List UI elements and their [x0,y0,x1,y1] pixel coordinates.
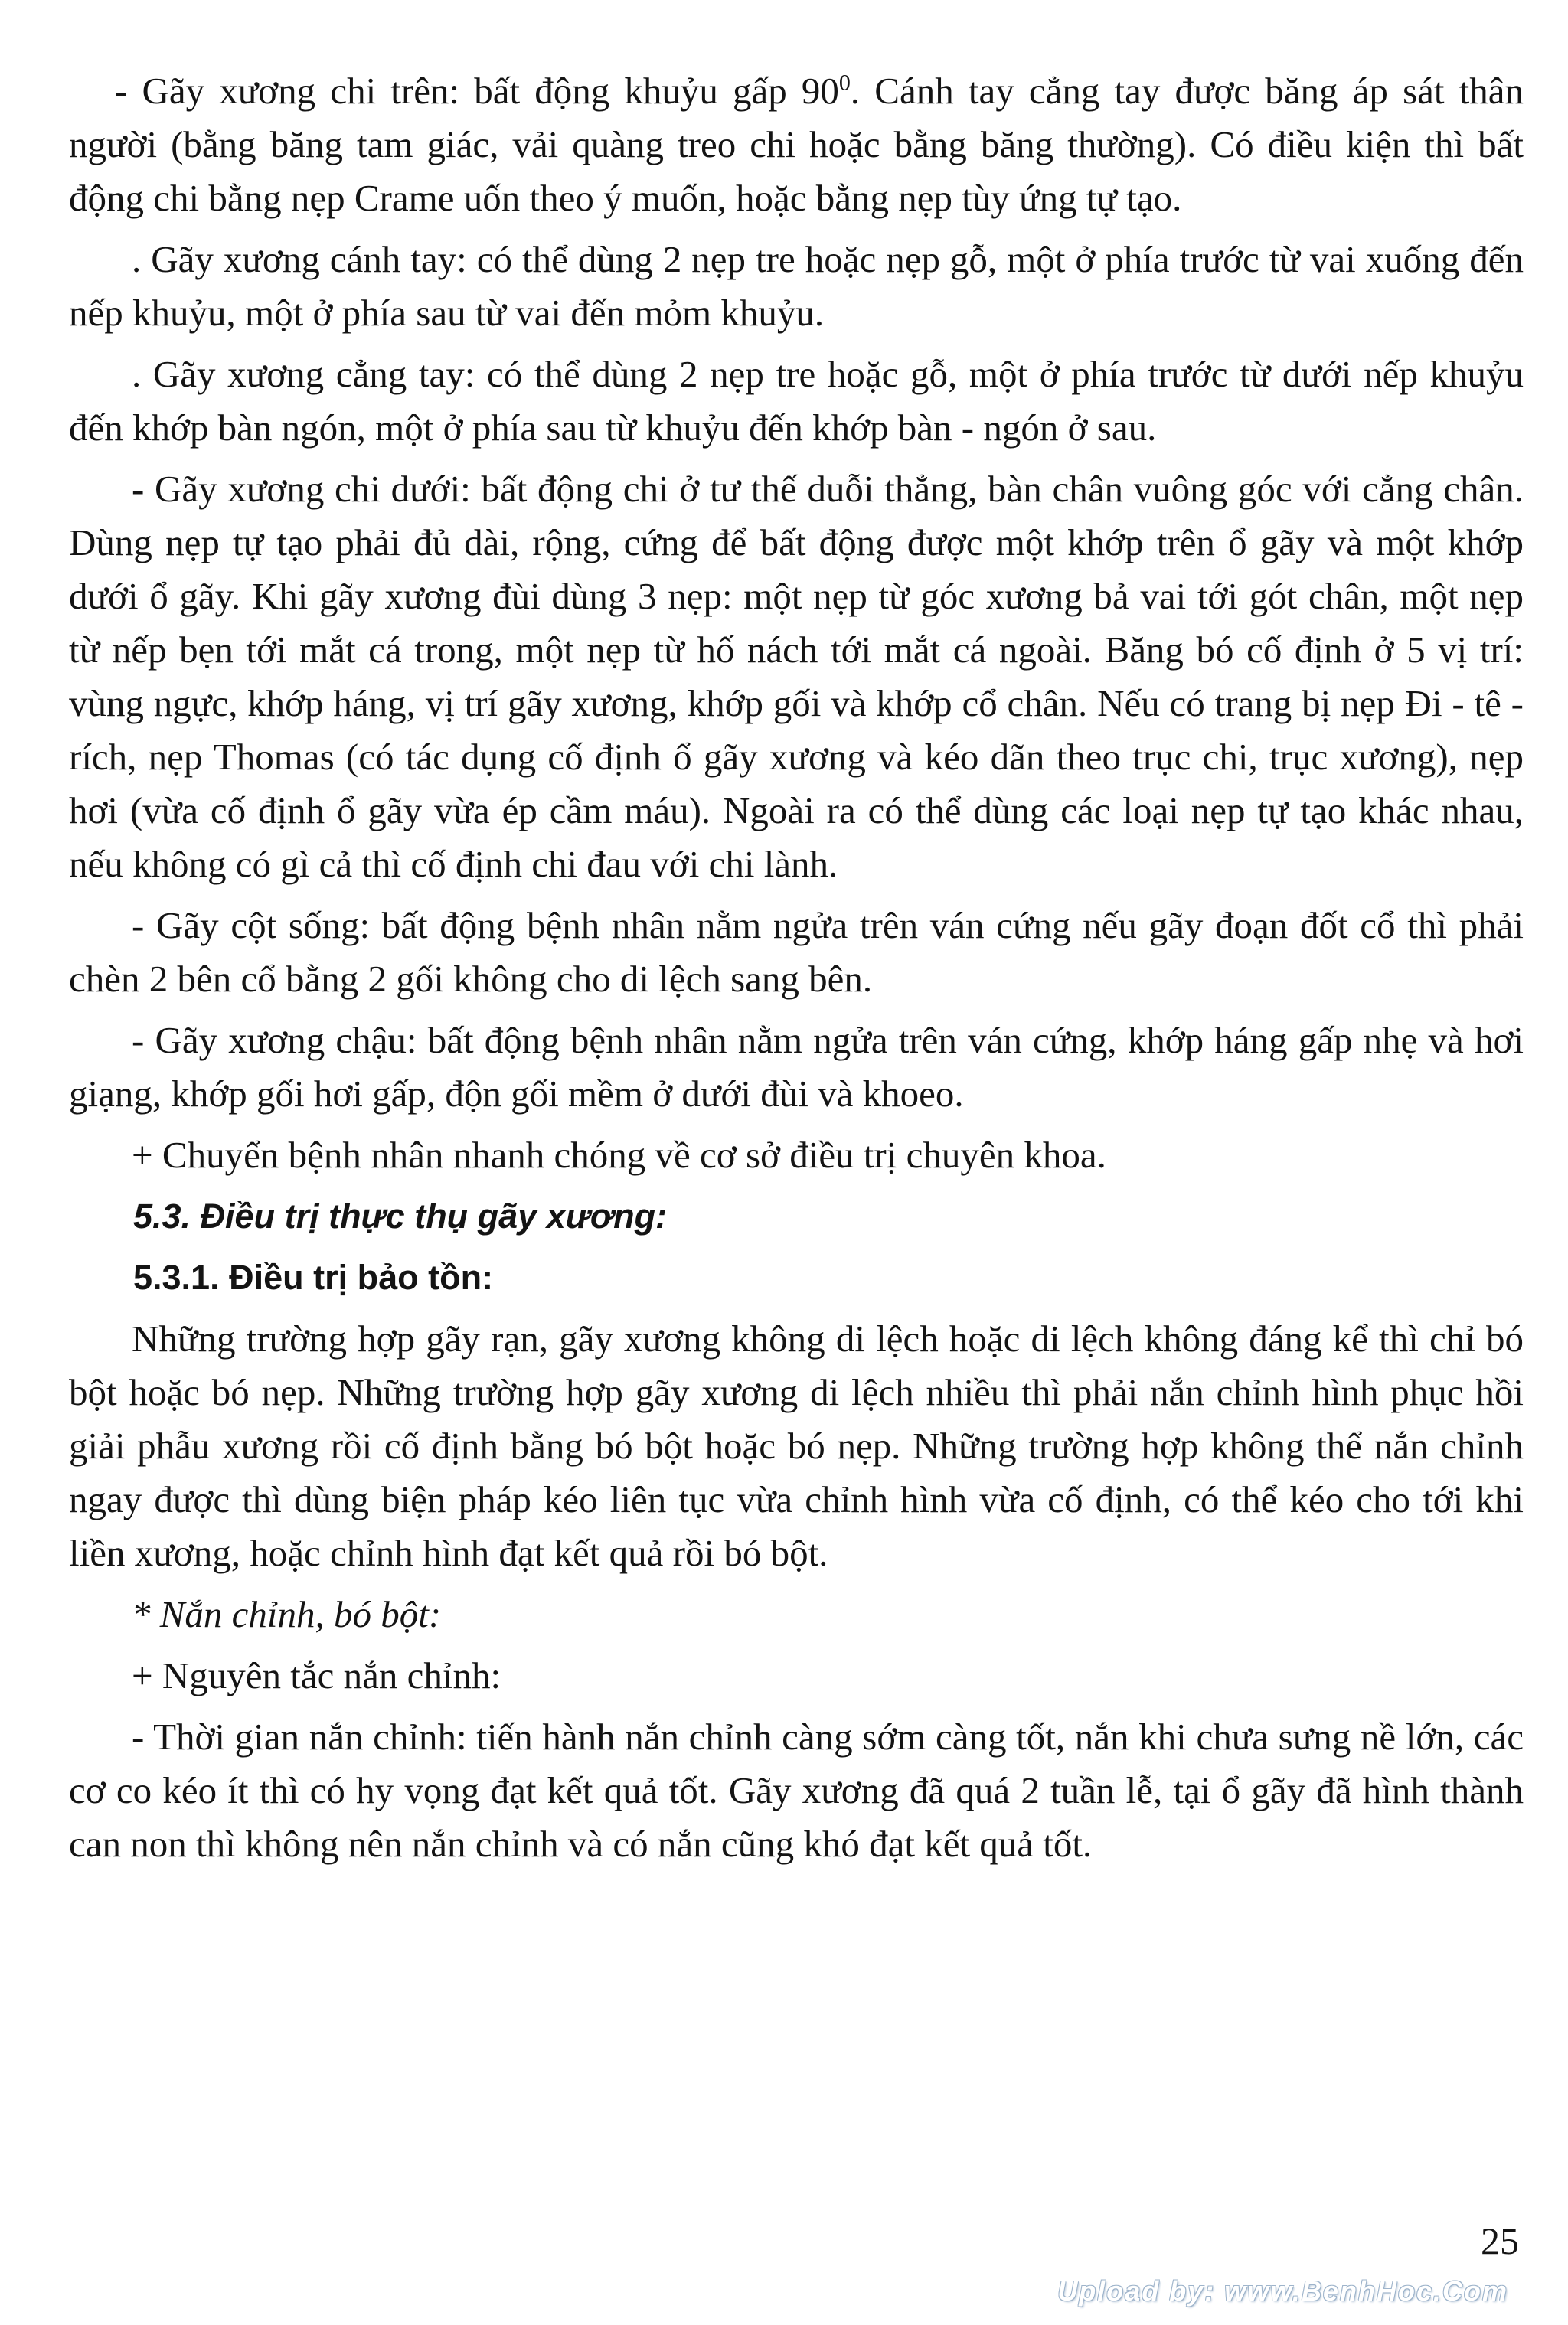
paragraph-reduction-timing: - Thời gian nắn chỉnh: tiến hành nắn chỉnh càng sớm càng tốt, nắn khi chưa sưng nề lớn, các cơ co kéo ít thì có hy vọng đạt kết quả tốt. Gãy xương đã quá 2 tuần lễ, tại ổ gãy đã hình thành can non thì không nên nắn chỉnh và có nắn cũng khó đạt kết quả tốt. [69,1716,1524,1865]
degree-superscript: 0 [838,70,851,96]
section-heading-5-3-1: 5.3.1. Điều trị bảo tồn: [133,1258,494,1297]
paragraph-lower-limb-fracture: - Gãy xương chi dưới: bất động chi ở tư thế duỗi thẳng, bàn chân vuông góc với cẳng chân. Dùng nẹp tự tạo phải đủ dài, rộng, cứng để bất động được một khớp trên ổ gãy và một khớp dưới ổ gãy. Khi gãy xương đùi dùng 3 nẹp: một nẹp từ góc xương bả vai tới gót chân, một nẹp từ nếp bẹn tới mắt cá trong, một nẹp từ hố nách tới mắt cá ngoài. Băng bó cố định ở 5 vị trí: vùng ngực, khớp háng, vị trí gãy xương, khớp gối và khớp cổ chân. Nếu có trang bị nẹp Đi - tê - rích, nẹp Thomas (có tác dụng cố định ổ gãy xương và kéo dãn theo trục chi, trục xương), nẹp hơi (vừa cố định ổ gãy vừa ép cầm máu). Ngoài ra có thể dùng các loại nẹp tự tạo khác nhau, nếu không có gì cả thì cố định chi đau với chi lành. [69,468,1524,885]
paragraph-upper-arm-fracture: . Gãy xương cánh tay: có thể dùng 2 nẹp tre hoặc nẹp gỗ, một ở phía trước từ vai xuống đến nếp khuỷu, một ở phía sau từ vai đến mỏm khuỷu. [69,238,1524,334]
paragraph-pelvis-fracture: - Gãy xương chậu: bất động bệnh nhân nằm ngửa trên ván cứng, khớp háng gấp nhẹ và hơi giạng, khớp gối hơi gấp, độn gối mềm ở dưới đùi và khoeo. [69,1019,1524,1115]
page-body [69,64,1524,1879]
paragraph-upper-limb-fracture [69,64,1524,225]
page-number: 25 [1481,2219,1519,2262]
paragraph-conservative-treatment: Những trường hợp gãy rạn, gãy xương không di lệch hoặc di lệch không đáng kể thì chỉ bó bột hoặc bó nẹp. Những trường hợp gãy xương di lệch nhiều thì phải nắn chỉnh hình phục hồi giải phẫu xương rồi cố định bằng bó bột hoặc bó nẹp. Những trường hợp không thể nắn chỉnh ngay được thì dùng biện pháp kéo liên tục vừa chỉnh hình vừa cố định, có thể kéo cho tới khi liền xương, hoặc chỉnh hình đạt kết quả rồi bó bột. [69,1318,1524,1574]
paragraph-forearm-fracture: . Gãy xương cẳng tay: có thể dùng 2 nẹp tre hoặc gỗ, một ở phía trước từ dưới nếp khuỷu đến khớp bàn ngón, một ở phía sau từ khuỷu đến khớp bàn - ngón ở sau. [69,353,1524,449]
paragraph-text: . Cánh tay cẳng tay được băng áp sát thân người (bằng băng tam giác, vải quàng treo chi hoặc bằng băng thường). Có điều kiện thì bất động chi bằng nẹp Crame uốn theo ý muốn, hoặc bằng nẹp tùy ứng tự tạo. [69,70,1524,219]
paragraph-text: - Gãy xương chi trên: bất động khuỷu gấp 90 [115,70,839,112]
subheading-reduction-casting: * Nắn chỉnh, bó bột: [132,1593,442,1635]
paragraph-reduction-principles: + Nguyên tắc nắn chỉnh: [132,1654,501,1696]
paragraph-spine-fracture: - Gãy cột sống: bất động bệnh nhân nằm ngửa trên ván cứng nếu gãy đoạn đốt cổ thì phải chèn 2 bên cổ bằng 2 gối không cho di lệch sang bên. [69,904,1524,1000]
watermark: Upload by: www.BenhHoc.Com [1057,2275,1508,2307]
section-heading-5-3: 5.3. Điều trị thực thụ gãy xương: [133,1197,668,1236]
paragraph-transfer-patient: + Chuyển bệnh nhân nhanh chóng về cơ sở điều trị chuyên khoa. [132,1134,1106,1176]
